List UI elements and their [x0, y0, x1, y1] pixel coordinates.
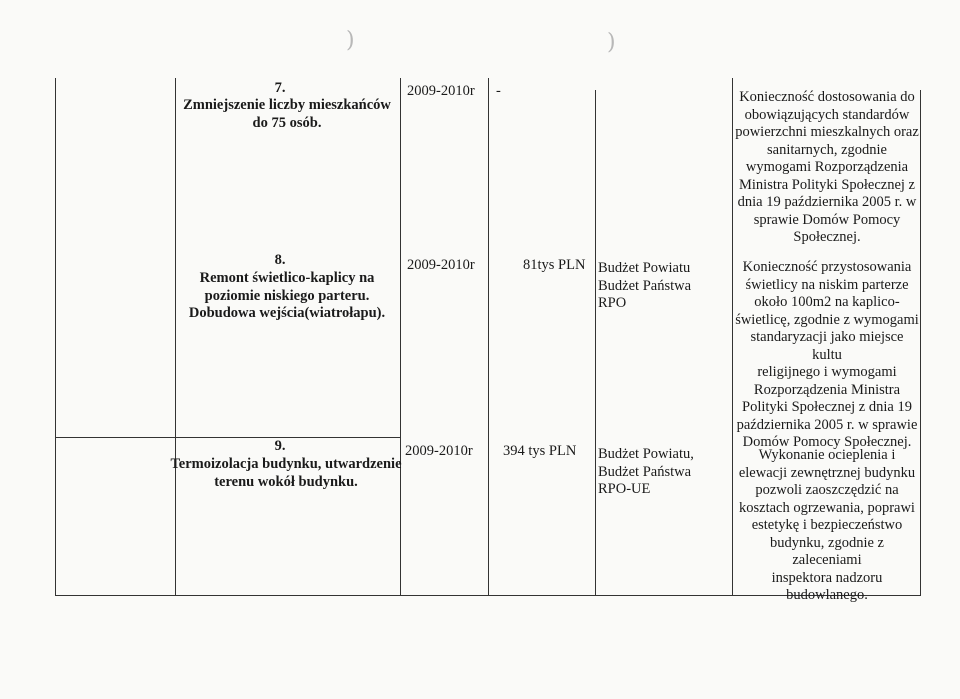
justification-cell: Wykonanie ocieplenia i elewacji zewnętrznej budynku pozwoli zaoszczędzić na kosztach ogrzewania, poprawi estetykę i bezpieczeństwo budynku, zgodnie z zaleceniami inspektora nadzoru budowlanego. [738, 447, 916, 603]
task-description: Termoizolacja budynku, utwardzenie terenu wokół budynku. [170, 456, 402, 490]
row-divider [55, 437, 400, 438]
column-border [400, 78, 401, 596]
justification-cell: Konieczność dostosowania do obowiązujących standardów powierzchni mieszkalnych oraz sanitarnych, zgodnie wymogami Rozporządzenia Ministra Polityki Społecznej z dnia 19 października 2005 r. w sprawie Domów Pomocy Społecznej. [735, 89, 919, 245]
column-border [732, 78, 733, 596]
column-border [488, 78, 489, 596]
task-number: 8. [274, 252, 286, 268]
task-description: Zmniejszenie liczby mieszkańców do 75 osób. [183, 97, 391, 131]
cost-cell: 81tys PLN [523, 257, 586, 273]
funding-cell: Budżet Powiatu Budżet Państwa RPO [598, 260, 692, 311]
column-border [175, 78, 176, 596]
cost-cell: - [496, 83, 501, 99]
task-number: 7. [274, 80, 286, 96]
scan-mark: ) [346, 28, 355, 53]
column-border [55, 78, 56, 596]
scan-mark: ) [607, 30, 616, 55]
column-border [595, 90, 596, 596]
period-cell: 2009-2010r [407, 83, 475, 99]
justification-cell: Konieczność przystosowania świetlicy na niskim parterze około 100m2 na kaplico- świetlicę, zgodnie z wymogami standaryzacji jako miejsce kultu religijnego i wymogami Rozporządzenia Ministra Polityki Społecznej z dnia 19 października 2005 r. w sprawie Domów Pomocy Społecznej. [735, 259, 919, 450]
cost-cell: 394 tys PLN [503, 443, 577, 459]
column-border [920, 90, 921, 596]
funding-cell: Budżet Powiatu, Budżet Państwa RPO-UE [598, 446, 694, 497]
task-number: 9. [274, 438, 286, 454]
period-cell: 2009-2010r [407, 257, 475, 273]
task-description: Remont świetlico-kaplicy na poziomie niskiego parteru. Dobudowa wejścia(wiatrołapu). [188, 270, 386, 321]
period-cell: 2009-2010r [405, 443, 473, 459]
